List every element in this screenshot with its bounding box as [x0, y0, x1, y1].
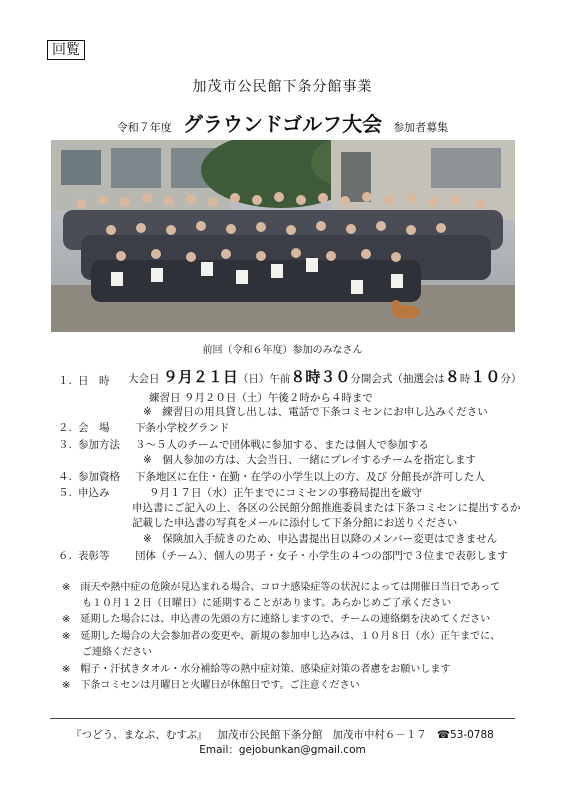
section-method-note: ※ 個人参加の方は、大会当日、一緒にプレイするチームを指定します — [143, 454, 477, 466]
footer-address: 加茂市中村６－１７ — [332, 729, 427, 741]
circulation-badge: 回覧 — [47, 40, 85, 60]
section-method-label: 参加方法 — [78, 439, 120, 451]
note-item: ※ 延期した場合の大会参加者の変更や、新規の参加申し込みは、１０月８日（水）正午までに、 — [62, 631, 501, 642]
footer-divider — [50, 718, 515, 719]
event-date: ９月２１日 — [162, 368, 238, 386]
lottery-hour: ８ — [444, 368, 460, 386]
footer-slogan: 『つどう、まなぶ、むすぶ』 — [71, 729, 208, 741]
footer-phone: 53-0788 — [449, 729, 494, 741]
section-date-number: １. — [58, 375, 72, 387]
event-time: ８時３０ — [290, 368, 351, 386]
section-awards-number: ６. — [58, 550, 72, 562]
section-date-label: 日 時 — [78, 375, 110, 387]
note-item: ※ 雨天や熱中症の危険が見込まれる場合、コロナ感染症等の状況によっては開催日当日であって — [62, 582, 501, 593]
section-eligibility-text: 下条地区に在住・在勤・在学の小学生以上の方、及び 分館長が許可した人 — [135, 471, 485, 483]
section-application-line2: 申込書にご記入の上、各区の公民館分館推進委員または下条コミセンに提出するか — [132, 502, 521, 514]
lottery-minute: １０ — [470, 368, 501, 386]
section-application-note: ※ 保険加入手続きのため、申込書提出日以降のメンバー変更はできません — [143, 533, 498, 545]
section-eligibility-label: 参加資格 — [78, 471, 120, 483]
title-main: グラウンドゴルフ大会 — [182, 112, 383, 136]
title-suffix: 参加者募集 — [393, 121, 449, 134]
event-title — [0, 108, 565, 137]
note-item: ※ 下条コミセンは月曜日と火曜日が休館日です。ご注意ください — [62, 680, 360, 691]
section-application-number: ５. — [58, 487, 72, 499]
section-date-practice: 練習日 ９月２０日（土）午後２時から４時まで — [149, 392, 373, 404]
date-line1-pre: 大会日 — [128, 373, 160, 385]
section-venue-text: 下条小学校グランド — [135, 422, 230, 434]
date-line1-mid: （日）午前 — [237, 373, 291, 385]
section-awards-label: 表彰等 — [78, 550, 110, 562]
section-eligibility-number: ４. — [58, 471, 72, 483]
note-item: も１０月１２日（日曜日）に延期することがあります。あらかじめご了承ください — [82, 598, 452, 609]
section-date-line1 — [128, 370, 521, 386]
footer-email[interactable]: Email：gejobunkan@gmail.com — [199, 744, 366, 756]
section-application-label: 申込み — [78, 487, 110, 499]
photo-caption: 前回（令和６年度）参加のみなさん — [202, 345, 363, 356]
section-method-number: ３. — [58, 439, 72, 451]
group-photo — [51, 140, 515, 332]
date-line1-post2: 時 — [459, 373, 471, 385]
section-awards-text: 団体（チーム）、個人の男子・女子・小学生の４つの部門で３位まで表彰します — [135, 550, 508, 562]
title-prefix: 令和７年度 — [116, 121, 172, 134]
section-application-deadline: ９月１７日（水）正午までにコミセンの事務局提出を厳守 — [149, 487, 422, 499]
group-photo-drawing — [51, 140, 515, 332]
section-date-note: ※ 練習日の用具貸し出しは、電話で下条コミセンにお申し込みください — [143, 406, 488, 418]
note-item: ※ 延期した場合には、申込書の先頭の方に連絡しますので、チームの連絡網を決めてください — [62, 614, 491, 625]
section-venue-label: 会 場 — [78, 422, 110, 434]
footer-org: 加茂市公民館下条分館 — [217, 729, 323, 741]
section-method-line1: ３～５人のチームで団体戦に参加する、または個人で参加する — [135, 439, 429, 451]
phone-icon: ☎ — [436, 729, 450, 741]
section-application-line3: 記載した申込書の写真をメールに添付して下条分館にお送りください — [132, 517, 458, 529]
organization-heading: 加茂市公民館下条分館事業 — [192, 79, 373, 95]
date-line1-post: 分開会式（抽選会は — [350, 373, 445, 385]
date-line1-post3: 分） — [500, 373, 522, 385]
section-venue-number: ２. — [58, 422, 72, 434]
footer-contact — [0, 727, 565, 742]
note-item: ご連絡ください — [82, 647, 152, 658]
note-item: ※ 帽子・汗拭きタオル・水分補給等の熱中症対策、感染症対策の者慮をお願いします — [62, 664, 451, 675]
